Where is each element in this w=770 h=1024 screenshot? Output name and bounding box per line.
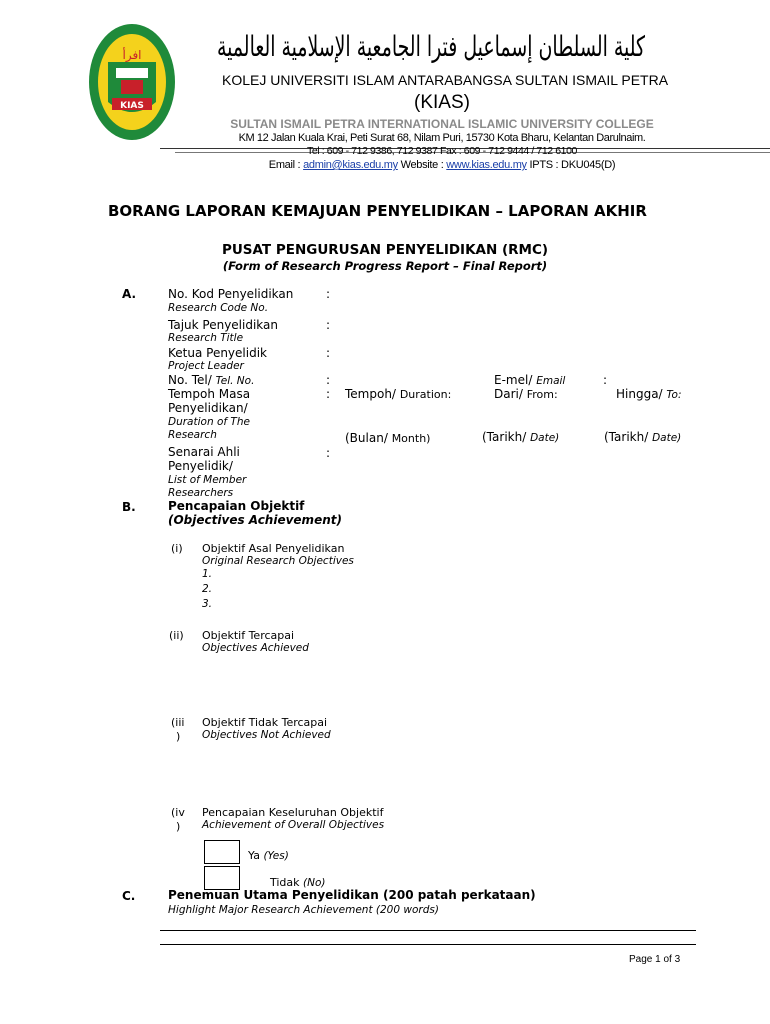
duration-label (345, 387, 451, 401)
section-c-title-en: Highlight Major Research Achievement (200 words) (168, 904, 439, 916)
yes-label-en: (Yes) (263, 850, 289, 862)
research-code-colon: : (326, 287, 331, 301)
research-code-label: No. Kod Penyelidikan (168, 287, 294, 301)
research-title-label-en: Research Title (168, 332, 244, 344)
answer-line (160, 944, 696, 945)
objective-iv-num-1: (iv (171, 806, 185, 819)
members-label-2: Penyelidik/ (168, 459, 233, 473)
research-title-label: Tajuk Penyelidikan (168, 318, 278, 332)
from-label-ms: Dari/ (494, 387, 523, 401)
form-title: BORANG LAPORAN KEMAJUAN PENYELIDIKAN – LAPORAN AKHIR (108, 202, 647, 220)
objective-iii-num-2: ) (176, 730, 181, 743)
no-label-en: (No) (303, 877, 326, 889)
section-b-letter: B. (122, 500, 136, 514)
objective-iii-label-en: Objectives Not Achieved (202, 729, 331, 741)
tel-label-en: Tel. No. (215, 375, 255, 387)
kias-logo (88, 22, 176, 142)
arabic-title-text: كلية السلطان إسماعيل فترا الجامعية الإسلامية العالمية (217, 30, 646, 63)
to-label-ms: Hingga/ (616, 387, 663, 401)
page-number: Page 1 of 3 (629, 954, 681, 965)
objective-ii-label-en: Objectives Achieved (202, 642, 309, 654)
objective-iv-label: Pencapaian Keseluruhan Objektif (202, 806, 384, 819)
month-label-en: Month) (391, 432, 431, 445)
duration-label-en: Duration: (399, 388, 452, 401)
form-center-title: PUSAT PENGURUSAN PENYELIDIKAN (RMC) (221, 242, 549, 258)
objective-i-label: Objektif Asal Penyelidikan (202, 542, 345, 555)
from-label (494, 387, 558, 401)
month-label-ms: (Bulan/ (345, 431, 388, 445)
no-label-ms: Tidak (270, 876, 300, 889)
email-field-label-ms: E-mel/ (494, 373, 533, 387)
objective-ii-num: (ii) (169, 629, 184, 642)
members-label-1: Senarai Ahli (168, 445, 240, 459)
objective-ii-label: Objektif Tercapai (202, 629, 295, 642)
objective-iv-label-en: Achievement of Overall Objectives (202, 819, 385, 831)
project-leader-colon: : (326, 346, 331, 360)
objective-iii-label: Objektif Tidak Tercapai (202, 716, 328, 729)
from-label-en: From: (526, 388, 558, 401)
yes-label (248, 849, 289, 862)
duration-label-ms: Tempoh/ (345, 387, 396, 401)
objective-list-item: 3. (202, 598, 213, 610)
email-field-label-en: Email (536, 375, 566, 387)
yes-checkbox[interactable] (204, 840, 240, 864)
objective-i-num: (i) (171, 542, 183, 555)
research-period-label-1: Tempoh Masa (168, 387, 251, 401)
no-checkbox[interactable] (204, 866, 240, 890)
members-en-2: Researchers (168, 487, 234, 499)
to-label (616, 387, 682, 401)
research-period-en-2: Research (168, 429, 217, 441)
section-b-title: Pencapaian Objektif (168, 499, 305, 513)
project-leader-label-en: Project Leader (168, 360, 244, 372)
email-label: Email : (268, 159, 301, 171)
email-colon: : (603, 373, 608, 387)
to-label-en: To: (666, 389, 682, 401)
objective-iv-num-2: ) (176, 820, 181, 833)
ipts-code: IPTS : DKU045(D) (529, 159, 616, 171)
college-contact-line (222, 159, 662, 171)
tel-label (168, 373, 254, 387)
email-link[interactable]: admin@kias.edu.my (303, 159, 398, 171)
college-address: KM 12 Jalan Kuala Krai, Peti Surat 68, Nilam Puri, 15730 Kota Bharu, Kelantan Darulnaim. (238, 132, 646, 144)
answer-line (160, 930, 696, 931)
arabic-calligraphy-title (214, 22, 648, 68)
research-period-label-2: Penyelidikan/ (168, 401, 248, 415)
tel-label-ms: No. Tel/ (168, 373, 212, 387)
tel-colon: : (326, 373, 331, 387)
objective-iii-num-1: (iii (171, 716, 185, 729)
section-c-title: Penemuan Utama Penyelidikan (200 patah perkataan) (168, 888, 536, 902)
section-b-title-en: (Objectives Achievement) (168, 513, 342, 527)
research-period-colon: : (326, 387, 331, 401)
college-english-name: SULTAN ISMAIL PETRA INTERNATIONAL ISLAMIC UNIVERSITY COLLEGE (230, 117, 654, 131)
date-from-label (482, 430, 559, 444)
members-en-1: List of Member (168, 474, 247, 486)
objective-i-label-en: Original Research Objectives (202, 555, 354, 567)
month-label (345, 431, 430, 445)
research-title-colon: : (326, 318, 331, 332)
date-to-label-en: Date) (652, 432, 682, 444)
website-link[interactable]: www.kias.edu.my (446, 159, 527, 171)
email-field-label (494, 373, 565, 387)
date-from-label-en: Date) (530, 432, 560, 444)
college-abbrev: (KIAS) (414, 92, 470, 113)
form-center-subtitle: (Form of Research Progress Report – Final Report) (222, 259, 548, 273)
college-telfax: Tel : 609 - 712 9386, 712 9387 Fax : 609 - 712 9444 / 712 6100 (306, 145, 577, 157)
date-to-label (604, 430, 681, 444)
section-a-letter: A. (122, 287, 137, 301)
objective-list-item: 2. (202, 583, 213, 595)
logo-top-text: افرأ (122, 48, 142, 62)
website-label: Website : (400, 159, 444, 171)
date-from-label-ms: (Tarikh/ (482, 430, 527, 444)
research-code-label-en: Research Code No. (168, 302, 269, 314)
objective-list-item: 1. (202, 568, 213, 580)
college-name: KOLEJ UNIVERSITI ISLAM ANTARABANGSA SULTAN ISMAIL PETRA (222, 72, 669, 88)
date-to-label-ms: (Tarikh/ (604, 430, 649, 444)
project-leader-label: Ketua Penyelidik (168, 346, 267, 360)
section-c-letter: C. (122, 889, 136, 903)
yes-label-ms: Ya (248, 849, 260, 862)
members-colon: : (326, 446, 331, 460)
research-period-en-1: Duration of The (168, 416, 250, 428)
logo-bottom-text: KIAS (120, 101, 144, 111)
